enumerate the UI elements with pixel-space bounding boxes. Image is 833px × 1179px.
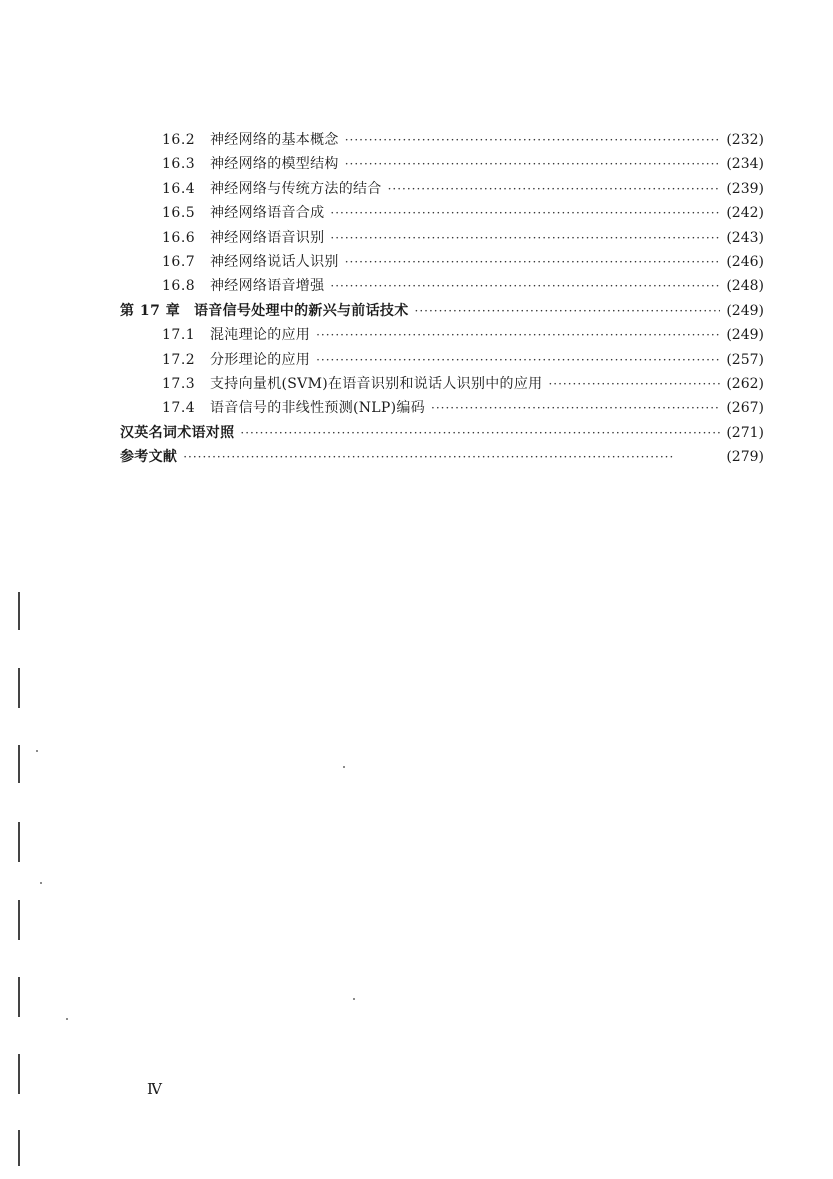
toc-chapter-title: 汉英名词术语对照 bbox=[120, 424, 235, 441]
toc-entry-page: ( 249 ) bbox=[726, 299, 764, 323]
scan-speck bbox=[40, 882, 42, 884]
toc-chapter-number: 第 17 章 bbox=[120, 302, 181, 319]
toc-entry-title: 神经网络说话人识别 bbox=[210, 253, 339, 270]
toc-entry-number: 16.2 bbox=[162, 132, 196, 148]
toc-entry-number: 17.2 bbox=[162, 351, 196, 368]
scan-margin-mark bbox=[18, 900, 20, 940]
toc-entry-number: 17.4 bbox=[162, 400, 196, 417]
scan-margin-mark bbox=[18, 592, 20, 630]
toc-leader-dots bbox=[548, 372, 720, 396]
toc-entry-title: 分形理论的应用 bbox=[210, 351, 311, 368]
scan-speck bbox=[343, 766, 345, 768]
scan-margin-mark bbox=[18, 822, 20, 862]
toc-entry-number: 16.3 bbox=[162, 156, 196, 173]
toc-leader-dots bbox=[183, 445, 720, 469]
scan-speck bbox=[353, 998, 355, 1000]
scan-margin-mark bbox=[18, 1054, 20, 1094]
toc-entry-page: ( 242 ) bbox=[726, 201, 764, 225]
toc-chapter-entry[interactable] bbox=[120, 421, 764, 445]
toc-leader-dots bbox=[345, 250, 721, 274]
toc-entry[interactable] bbox=[120, 396, 764, 420]
toc-leader-dots bbox=[330, 274, 720, 298]
scan-margin-mark bbox=[18, 668, 20, 708]
toc-leader-dots bbox=[330, 226, 720, 250]
toc-entry[interactable] bbox=[120, 177, 764, 201]
toc-leader-dots bbox=[316, 323, 720, 347]
scan-speck bbox=[66, 1018, 68, 1020]
toc-entry-number: 16.7 bbox=[162, 253, 196, 270]
toc-entry-title: 支持向量机(SVM)在语音识别和说话人识别中的应用 bbox=[210, 375, 543, 392]
page-number: Ⅳ bbox=[147, 1080, 162, 1098]
toc-entry-page: ( 262 ) bbox=[726, 372, 764, 396]
toc-entry[interactable] bbox=[120, 348, 764, 372]
toc-entry[interactable] bbox=[120, 250, 764, 274]
toc-entry-page: ( 257 ) bbox=[726, 348, 764, 372]
toc-leader-dots bbox=[345, 128, 721, 152]
toc-entry-title: 神经网络与传统方法的结合 bbox=[210, 180, 382, 197]
toc-entry-page: ( 232 ) bbox=[726, 128, 764, 152]
toc-entry-page: ( 249 ) bbox=[726, 323, 764, 347]
toc-entry-number: 16.6 bbox=[162, 229, 196, 246]
table-of-contents bbox=[120, 128, 764, 469]
toc-chapter-entry[interactable] bbox=[120, 299, 764, 323]
toc-entry[interactable] bbox=[120, 323, 764, 347]
toc-entry-number: 16.4 bbox=[162, 180, 196, 197]
toc-entry-title: 神经网络语音增强 bbox=[210, 278, 325, 295]
toc-entry-number: 17.1 bbox=[162, 327, 196, 344]
toc-entry-page: ( 267 ) bbox=[726, 396, 764, 420]
toc-entry[interactable] bbox=[120, 372, 764, 396]
toc-leader-dots bbox=[345, 152, 721, 176]
toc-entry[interactable] bbox=[120, 274, 764, 298]
toc-entry-page: ( 234 ) bbox=[726, 152, 764, 176]
toc-entry[interactable] bbox=[120, 152, 764, 176]
toc-leader-dots bbox=[240, 421, 720, 445]
toc-entry-title: 神经网络的模型结构 bbox=[210, 156, 339, 173]
toc-leader-dots bbox=[316, 348, 720, 372]
toc-leader-dots bbox=[330, 201, 720, 225]
toc-entry-page: ( 279 ) bbox=[726, 445, 764, 469]
toc-entry-page: ( 248 ) bbox=[726, 274, 764, 298]
toc-entry[interactable] bbox=[120, 226, 764, 250]
toc-chapter-title: 参考文献 bbox=[120, 449, 178, 466]
toc-entry-page: ( 271 ) bbox=[726, 421, 764, 445]
toc-entry-title: 混沌理论的应用 bbox=[210, 327, 311, 344]
toc-leader-dots bbox=[415, 299, 721, 323]
toc-entry-number: 16.5 bbox=[162, 205, 196, 222]
toc-entry-title: 神经网络的基本概念 bbox=[210, 132, 339, 148]
toc-chapter-title: 语音信号处理中的新兴与前话技术 bbox=[194, 302, 409, 319]
toc-entry[interactable] bbox=[120, 201, 764, 225]
toc-entry-title: 神经网络语音合成 bbox=[210, 205, 325, 222]
toc-entry-number: 16.8 bbox=[162, 278, 196, 295]
toc-entry-title: 神经网络语音识别 bbox=[210, 229, 325, 246]
toc-entry-number: 17.3 bbox=[162, 375, 196, 392]
toc-entry-title: 语音信号的非线性预测(NLP)编码 bbox=[210, 400, 425, 417]
scan-margin-mark bbox=[18, 745, 20, 783]
scan-margin-mark bbox=[18, 1130, 20, 1166]
toc-leader-dots bbox=[388, 177, 721, 201]
scan-margin-mark bbox=[18, 977, 20, 1017]
toc-entry-page: ( 246 ) bbox=[726, 250, 764, 274]
scan-speck bbox=[36, 750, 38, 752]
toc-entry-page: ( 243 ) bbox=[726, 226, 764, 250]
toc-entry[interactable] bbox=[120, 128, 764, 152]
toc-entry-page: ( 239 ) bbox=[726, 177, 764, 201]
toc-chapter-entry[interactable] bbox=[120, 445, 764, 469]
toc-leader-dots bbox=[431, 396, 720, 420]
